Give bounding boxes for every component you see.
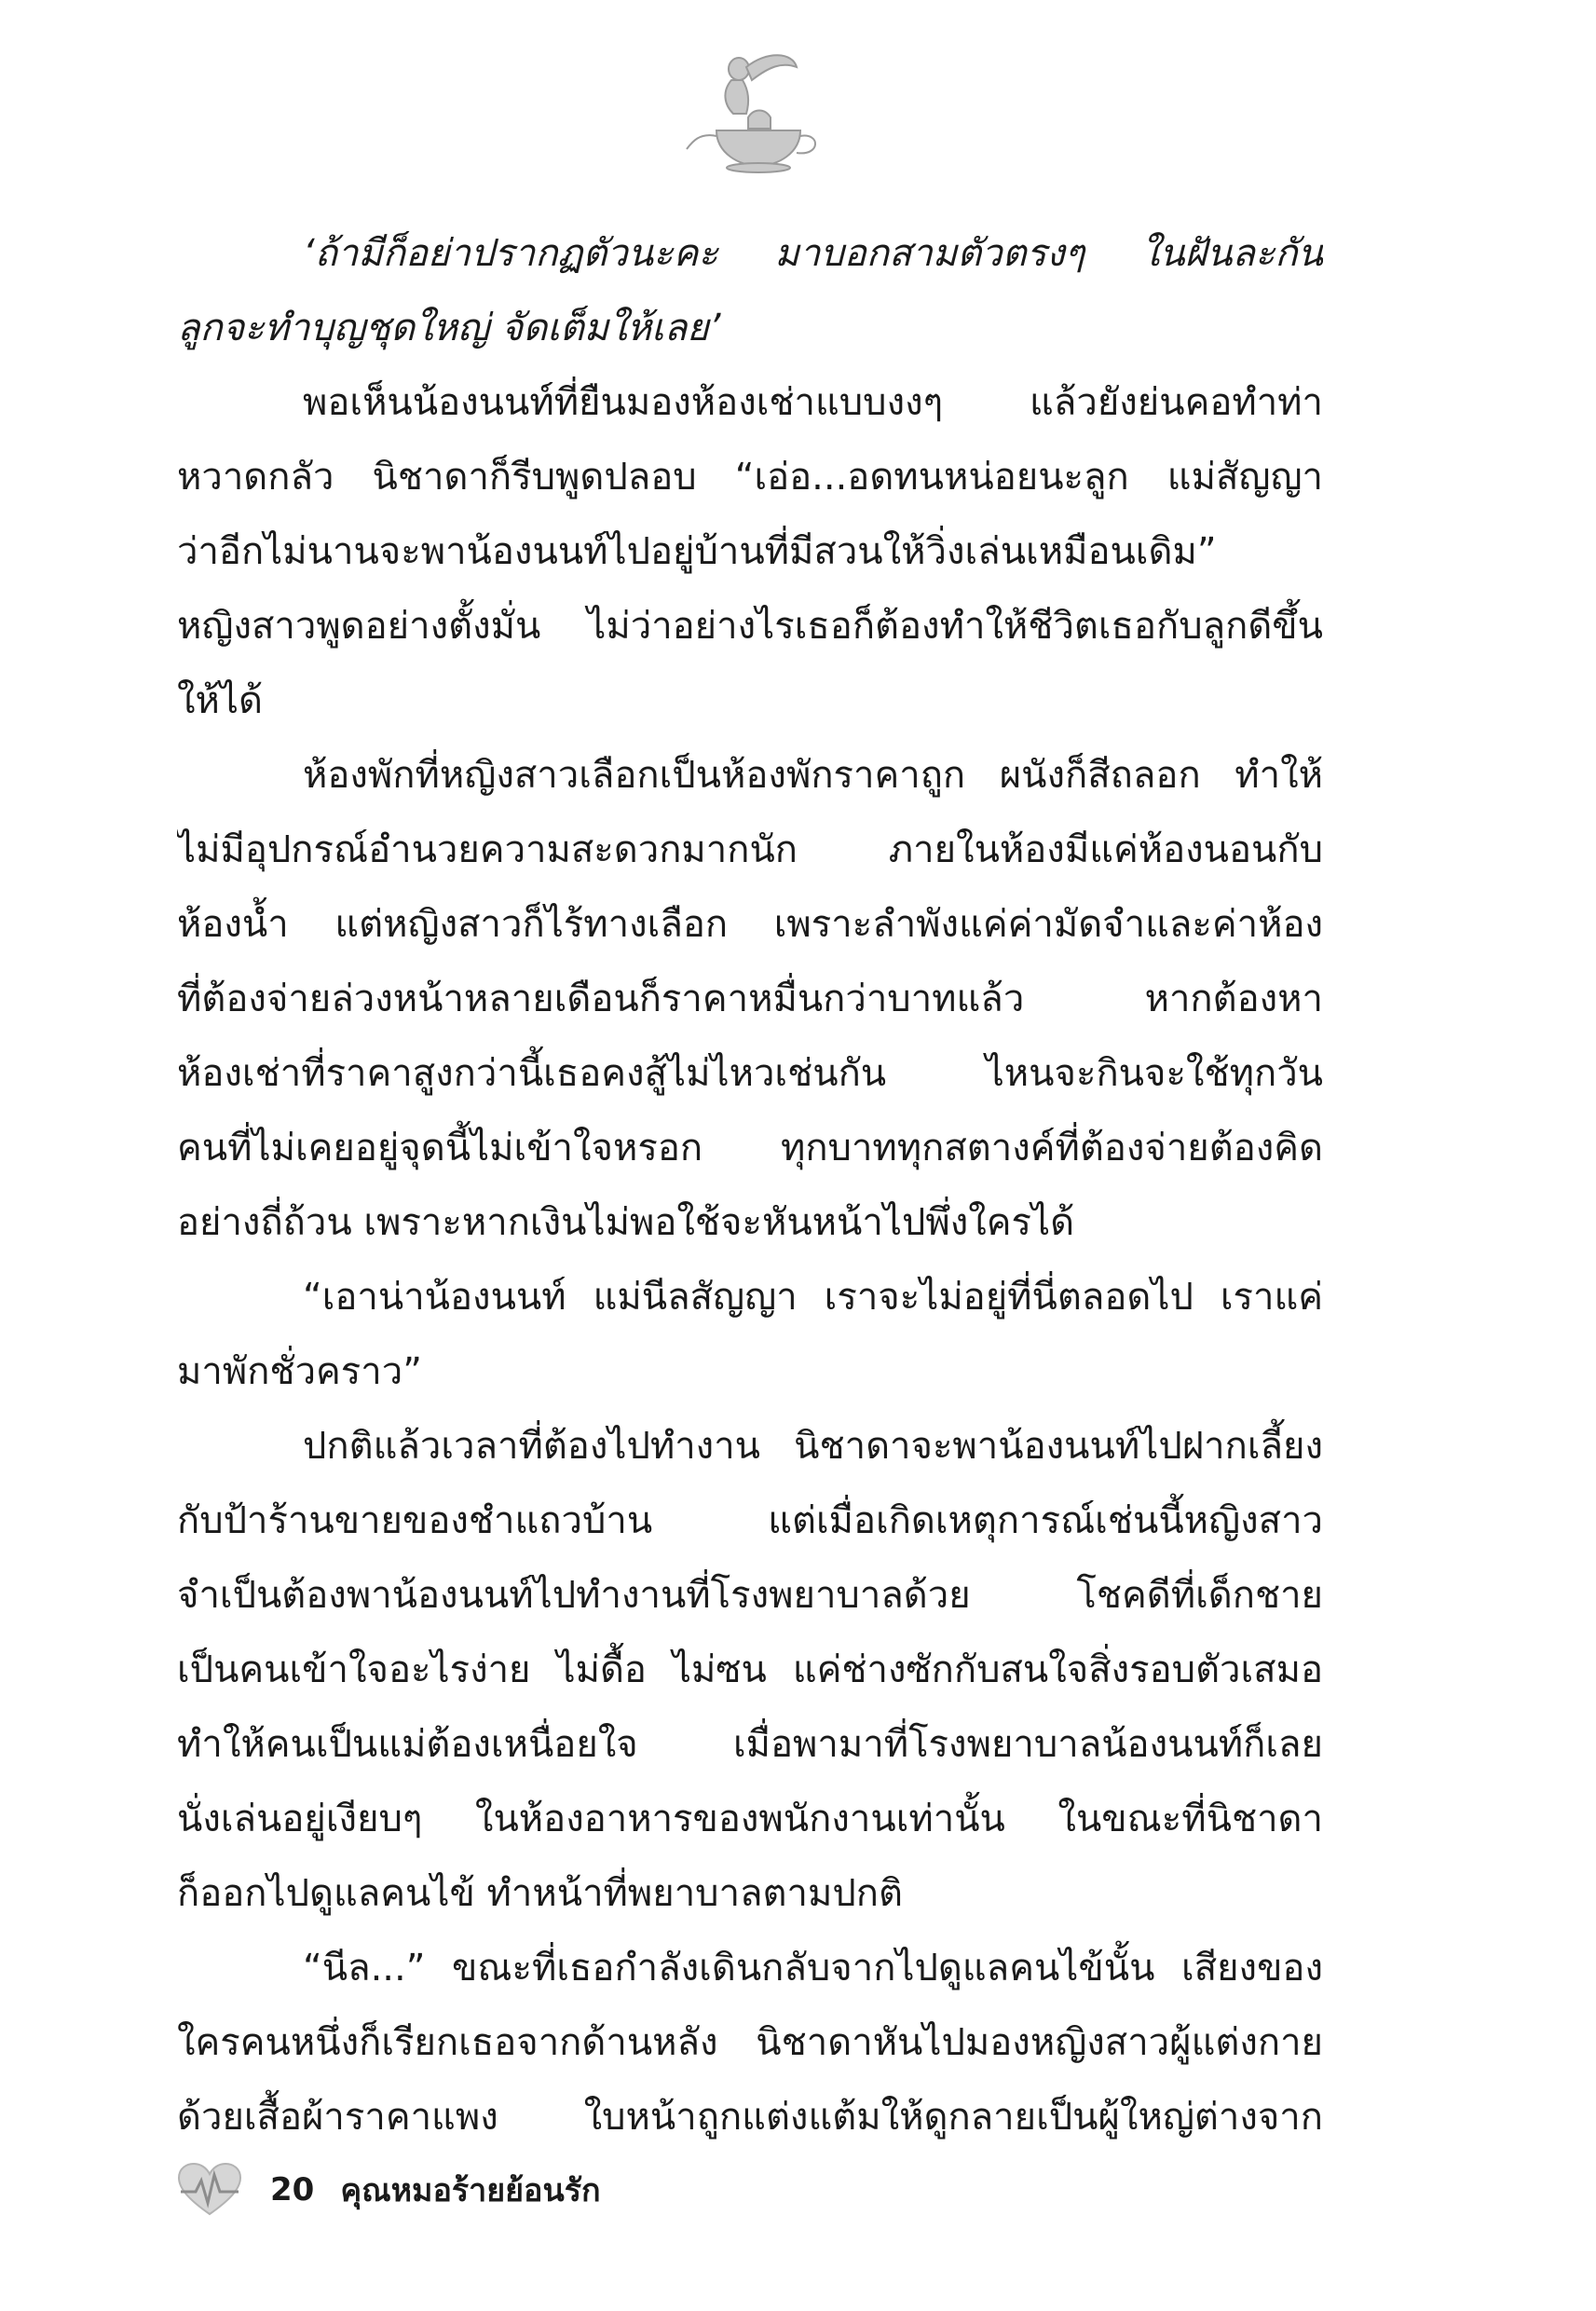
text-line: ‘ถ้ามีก็อย่าปรากฏตัวนะคะ มาบอกสามตัวตรงๆ ในฝันละกัน	[303, 232, 1323, 275]
angel-on-teacup-icon	[685, 48, 825, 174]
heart-heartbeat-icon	[177, 2162, 242, 2218]
paragraph-5	[177, 1409, 1323, 1931]
paragraph-3	[177, 738, 1323, 1260]
text-line: อย่างถี่ถ้วน เพราะหากเงินไม่พอใช้จะหันหน้าไปพึ่งใครได้	[177, 1201, 1075, 1244]
text-line: จำเป็นต้องพาน้องนนท์ไปทำงานที่โรงพยาบาลด้วย โชคดีที่เด็กชาย	[177, 1574, 1323, 1617]
text-line: หญิงสาวพูดอย่างตั้งมั่น ไม่ว่าอย่างไรเธอก็ต้องทำให้ชีวิตเธอกับลูกดีขึ้น	[177, 605, 1323, 648]
paragraph-4	[177, 1260, 1323, 1409]
text-line: ห้องพักที่หญิงสาวเลือกเป็นห้องพักราคาถูก ผนังก็สีถลอก ทำให้	[303, 754, 1323, 797]
text-line: ปกติแล้วเวลาที่ต้องไปทำงาน นิชาดาจะพาน้องนนท์ไปฝากเลี้ยง	[303, 1425, 1323, 1468]
text-line: กับป้าร้านขายของชำแถวบ้าน แต่เมื่อเกิดเหตุการณ์เช่นนี้หญิงสาว	[177, 1499, 1323, 1542]
text-line: ด้วยเสื้อผ้าราคาแพง ใบหน้าถูกแต่งแต้มให้ดูกลายเป็นผู้ใหญ่ต่างจาก	[177, 2096, 1323, 2139]
text-line: ใครคนหนึ่งก็เรียกเธอจากด้านหลัง นิชาดาหันไปมองหญิงสาวผู้แต่งกาย	[177, 2021, 1323, 2064]
text-line: “นีล...” ขณะที่เธอกำลังเดินกลับจากไปดูแลคนไข้นั้น เสียงของ	[303, 1947, 1323, 1990]
text-line: คนที่ไม่เคยอยู่จุดนี้ไม่เข้าใจหรอก ทุกบาททุกสตางค์ที่ต้องจ่ายต้องคิด	[177, 1127, 1323, 1169]
text-line: ลูกจะทำบุญชุดใหญ่ จัดเต็มให้เลย’	[177, 307, 721, 349]
page-number: 20	[270, 2171, 315, 2208]
paragraph-2	[177, 365, 1323, 738]
text-line: หวาดกลัว นิชาดาก็รีบพูดปลอบ “เอ่อ...อดทนหน่อยนะลูก แม่สัญญา	[177, 456, 1323, 499]
text-line: พอเห็นน้องนนท์ที่ยืนมองห้องเช่าแบบงงๆ แล้วยังย่นคอทำท่า	[303, 381, 1323, 424]
text-line: ไม่มีอุปกรณ์อำนวยความสะดวกมากนัก ภายในห้องมีแค่ห้องนอนกับ	[177, 828, 1323, 871]
text-line: มาพักชั่วคราว”	[177, 1350, 422, 1393]
text-line: ทำให้คนเป็นแม่ต้องเหนื่อยใจ เมื่อพามาที่โรงพยาบาลน้องนนท์ก็เลย	[177, 1723, 1323, 1766]
text-line: ให้ได้	[177, 679, 263, 722]
paragraph-1	[177, 216, 1323, 365]
book-title: คุณหมอร้ายย้อนรัก	[340, 2172, 601, 2209]
text-line: ห้องเช่าที่ราคาสูงกว่านี้เธอคงสู้ไม่ไหวเช่นกัน ไหนจะกินจะใช้ทุกวัน	[177, 1052, 1323, 1095]
page-footer	[177, 2153, 601, 2227]
text-line: เป็นคนเข้าใจอะไรง่าย ไม่ดื้อ ไม่ซน แค่ช่างซักกับสนใจสิ่งรอบตัวเสมอ	[177, 1648, 1323, 1691]
text-line: ว่าอีกไม่นานจะพาน้องนนท์ไปอยู่บ้านที่มีสวนให้วิ่งเล่นเหมือนเดิม”	[177, 530, 1217, 573]
text-line: “เอาน่าน้องนนท์ แม่นีลสัญญา เราจะไม่อยู่ที่นี่ตลอดไป เราแค่	[303, 1276, 1323, 1319]
text-line: ที่ต้องจ่ายล่วงหน้าหลายเดือนก็ราคาหมื่นกว่าบาทแล้ว หากต้องหา	[177, 978, 1323, 1020]
paragraph-6	[177, 1931, 1323, 2154]
text-line: ห้องน้ำ แต่หญิงสาวก็ไร้ทางเลือก เพราะลำพังแค่ค่ามัดจำและค่าห้อง	[177, 903, 1323, 946]
text-line: ก็ออกไปดูแลคนไข้ ทำหน้าที่พยาบาลตามปกติ	[177, 1872, 903, 1915]
text-line: นั่งเล่นอยู่เงียบๆ ในห้องอาหารของพนักงานเท่านั้น ในขณะที่นิชาดา	[177, 1798, 1323, 1840]
